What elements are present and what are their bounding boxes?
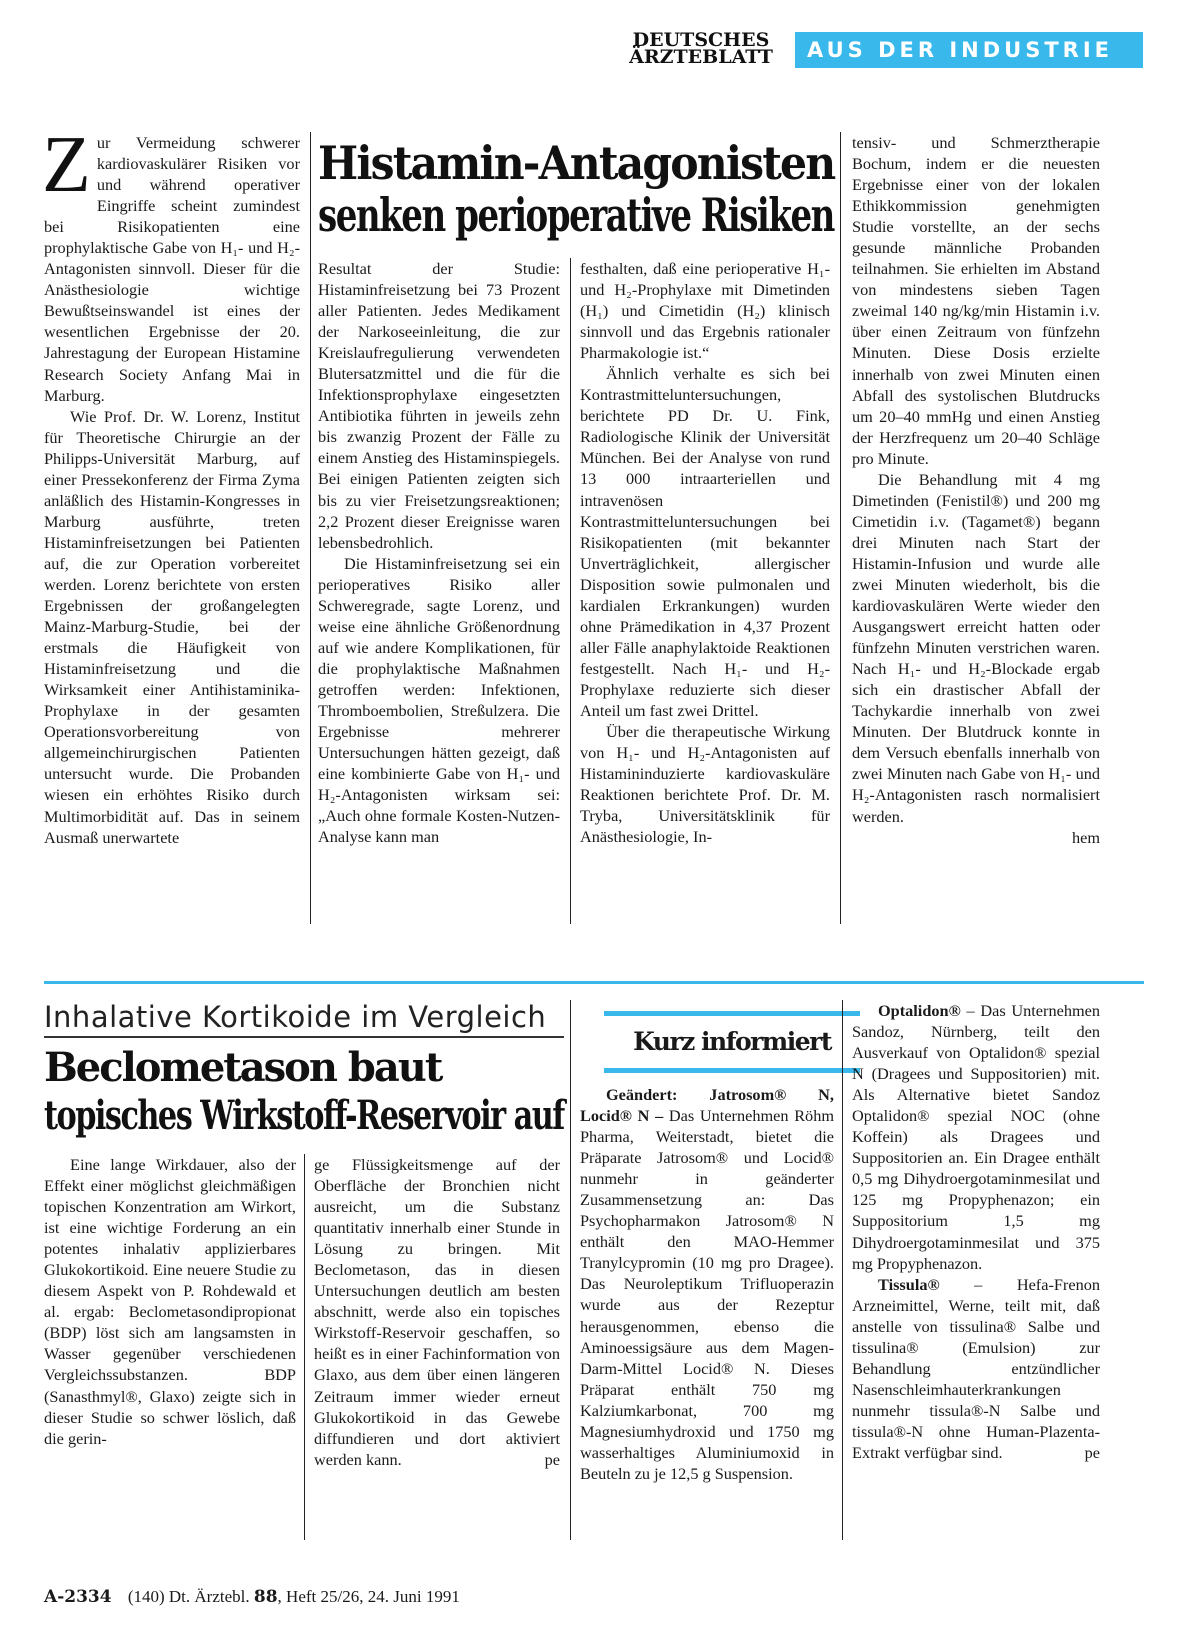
author-signature: pe bbox=[544, 1449, 560, 1469]
paragraph: ur Vermeidung schwerer kardiovaskulärer Risiken vor und während operativer Eingriffe scheint zumindest bei Risikopatienten eine prophylaktische Gabe von H₁- und H₂-Antagonisten sinnvoll. Dieser für die Anästhesiologie wichtige Bewußtseinswandel ist eines der wesentlichen Ergebnisse der 20. Jahrestagung der European Histamine Research Society Anfang Mai in Marburg. bbox=[44, 133, 300, 405]
footer-citation: (140) Dt. Ärztebl. bbox=[127, 1587, 250, 1606]
column-rule bbox=[840, 132, 841, 924]
kicker-underline bbox=[44, 1036, 564, 1038]
kurz-column-1 bbox=[580, 1084, 834, 1484]
item-text: Das Unternehmen Röhm Pharma, Weiterstadt, bietet die Präparate Jatrosom® und Locid® nunmehr in geänderter Zusammensetzung an: Das Psychopharmakon Jatrosom® N enthält den MAO-Hemmer Tranylcypromin (10 mg pro Dragee). Das Neuroleptikum Trifluoperazin wurde aus der Rezeptur herausgenommen, ebenso die Aminoessigsäure aus dem Magen-Darm-Mittel Locid® N. Dieses Präparat enthält 750 mg Kalziumkarbonat, 700 mg Magnesiumhydroxid und 1750 mg wasserhaltiges Aluminiumoxid in Beuteln zu je 12,5 g Suspension. bbox=[580, 1106, 834, 1483]
headline-line2: senken perioperative Risiken bbox=[318, 188, 834, 242]
column-rule bbox=[842, 1000, 843, 1540]
paragraph: festhalten, daß eine perioperative H₁- und H₂-Prophylaxe mit Dimetinden (H₁) und Cimetidin (H₂) klinisch sinnvoll und das Ergebnis rationaler Pharmakologie ist.“ bbox=[580, 259, 830, 363]
footer-volume: 88 bbox=[253, 1587, 278, 1607]
paragraph: Wie Prof. Dr. W. Lorenz, Institut für Theoretische Chirurgie an der Philipps-Universität Marburg, auf einer Pressekonferenz der Firma Zyma anläßlich des Histamin-Kongresses in Marburg ausführte, treten Histaminfreisetzungen bei Patienten auf, die zur Operation vorbereitet werden. Lorenz berichtete von ersten Ergebnissen der großangelegten Mainz-Marburg-Studie, bei der erstmals die Häufigkeit von Histaminfreisetzung und die Wirksamkeit einer Antihistaminika-Prophylaxe in der gesamten Operationsvorbereitung von allgemeinchirurgischen Patienten untersucht wurde. Die Probanden wiesen ein erhöhtes Risiko durch Multimorbidität auf. Das in seinem Ausmaß unerwartete bbox=[44, 406, 300, 847]
article1-column-4 bbox=[852, 132, 1100, 848]
article2-headline-line2: topisches Wirkstoff-Reservoir auf bbox=[44, 1092, 564, 1139]
article2-column-1 bbox=[44, 1154, 296, 1449]
paragraph: Eine lange Wirkdauer, also der Effekt einer möglichst gleichmäßigen topischen Konzentration am Wirkort, ist eine wichtige Forderung an ein potentes inhalativ applizierbares Glukokortikoid. Eine neuere Studie zu diesem Aspekt von P. Rohdewald et al. ergab: Beclometasondipropionat (BDP) löst sich am langsamsten in Wasser gegenüber verschiedenen Vergleichssubstanzen. BDP (Sanasthmyl®, Glaxo) zeigte sich in dieser Studie so schwer löslich, daß die gerin- bbox=[44, 1155, 296, 1448]
author-signature: hem bbox=[1071, 827, 1100, 847]
section-banner: AUS DER INDUSTRIE bbox=[795, 32, 1143, 68]
column-rule bbox=[304, 1154, 305, 1540]
article1-column-3 bbox=[580, 258, 830, 847]
paragraph: Resultat der Studie: Histaminfreisetzung bei 73 Prozent aller Patienten. Jedes Medikament der Narkoseeinleitung, die zur Kreislaufregulierung verwendeten Blutersatzmittel und die für die Infektionsprophylaxe eingesetzten Antibiotika führten in jeweils zehn bis zwanzig Prozent der Fälle zu einem Anstieg des Histaminspiegels. Bei einigen Patienten zeigten sich bis zu vier Freisetzungsreaktionen; 2,2 Prozent dieser Ereignisse waren lebensbedrohlich. bbox=[318, 259, 560, 552]
item-text: – Hefa-Frenon Arzneimittel, Werne, teilt mit, daß anstelle von tissulina® Salbe und tissulina® (Emulsion) zur Behandlung entzündlicher Nasenschleimhauterkrankungen nunmehr tissula®-N Salbe und tissula®-N ohne Human-Plazenta-Extrakt verfügbar sind. bbox=[852, 1274, 1100, 1462]
drop-cap: Z bbox=[42, 121, 91, 209]
column-rule bbox=[570, 258, 571, 924]
paragraph: ge Flüssigkeitsmenge auf der Oberfläche der Bronchien nicht ausreicht, um die Substanz quantitativ innerhalb einer Stunde in Lösung zu bringen. Mit Beclometason, das in diesen Untersuchungen deutlich am besten abschnitt, werde also ein topisches Wirkstoff-Reservoir geschaffen, so heißt es in einer Fachinformation von Glaxo, aus dem über einen längeren Zeitraum immer wieder erneut Glukokortikoid in das Gewebe diffundieren und dort aktiviert werden kann. bbox=[314, 1155, 560, 1469]
paragraph: tensiv- und Schmerztherapie Bochum, indem er die neuesten Ergebnisse einer von der lokalen Ethikkommission genehmigten Studie vorstellte, an der sechs gesunde männliche Probanden teilnahmen. Sie erhielten im Abstand von mindestens sieben Tagen zweimal 140 ng/kg/min Histamin i.v. über einen Zeitraum von fünfzehn Minuten. Diese Dosis erzielte innerhalb von zwei Minuten einen Abfall des systolischen Blutdrucks um 20–40 mmHg und einen Anstieg der Herzfrequenz um 20–40 Schläge pro Minute. bbox=[852, 133, 1100, 468]
page-footer bbox=[44, 1587, 460, 1607]
item-lead: Optalidon® bbox=[878, 1001, 961, 1020]
masthead-line2: ÄRZTEBLATT bbox=[629, 46, 773, 68]
paragraph: Die Histaminfreisetzung sei ein perioperatives Risiko aller Schweregrade, sagte Lorenz, und weise eine ähnliche Größenordnung auf wie andere Komplikationen, für die prophylaktische Maßnahmen getroffen werden: Infektionen, Thromboembolien, Streßulzera. Die Ergebnisse mehrerer Untersuchungen hätten gezeigt, daß eine kombinierte Gabe von H₁- und H₂-Antagonisten wirksam sei: „Auch ohne formale Kosten-Nutzen-Analyse kann man bbox=[318, 553, 560, 847]
masthead-line1: DEUTSCHES bbox=[632, 29, 770, 51]
item-lead: Tissula® bbox=[878, 1274, 940, 1294]
column-rule bbox=[310, 132, 311, 924]
item-lead: Geändert: Jatrosom® N, Locid® N – bbox=[580, 1085, 834, 1126]
article2-column-2 bbox=[314, 1154, 560, 1470]
item-text: – Das Unternehmen Sandoz, Nürnberg, teilt den Ausverkauf von Optalidon® spezial N (Dragees und Suppositorien) mit. Als Alternative bietet Sandoz Optalidon® spezial NOC (ohne Koffein) als Dragees und Suppositorien an. Ein Dragee enthält 0,5 mg Dihydroergotaminmesilat und 125 mg Propyphenazon; ein Suppositorium 1,5 mg Dihydroergotaminmesilat und 375 mg Propyphenazon. bbox=[852, 1001, 1100, 1273]
paragraph: Die Behandlung mit 4 mg Dimetinden (Fenistil®) und 200 mg Cimetidin i.v. (Tagamet®) begann drei Minuten nach Start der Histamin-Infusion und wurde alle zwei Minuten wiederholt, bis die kardiovaskulären Werte wieder den Ausgangswert erreicht hatten oder fünfzehn Minuten verstrichen waren. Nach H₁- und H₂-Blockade ergab sich ein drastischer Abfall der Tachykardie innerhalb von zwei Minuten. Der Blutdruck konnte in dem Versuch ebenfalls innerhalb von zwei Minuten nach Gabe von H₁- und H₂-Antagonisten rasch normalisiert werden. bbox=[852, 469, 1100, 826]
article1-column-1 bbox=[42, 121, 300, 848]
page-number: A-2334 bbox=[44, 1587, 112, 1607]
article1-column-2 bbox=[318, 258, 560, 847]
paragraph: Über die therapeutische Wirkung von H₁- und H₂-Antagonisten auf Histamininduzierte kardiovaskuläre Reaktionen berichtete Prof. Dr. M. Tryba, Universitätsklinik für Anästhesiologie, In- bbox=[580, 722, 830, 847]
kurz-informiert-title: Kurz informiert bbox=[633, 1027, 831, 1056]
kurz-column-2 bbox=[852, 1000, 1100, 1463]
column-rule bbox=[570, 1000, 571, 1540]
author-signature: pe bbox=[1084, 1443, 1100, 1463]
footer-issue: , Heft 25/26, 24. Juni 1991 bbox=[277, 1587, 460, 1606]
article2-kicker: Inhalative Kortikoide im Vergleich bbox=[44, 1000, 547, 1034]
paragraph: Ähnlich verhalte es sich bei Kontrastmitteluntersuchungen, berichtete PD Dr. U. Fink, Radiologische Klinik der Universität München. Bei der Analyse von rund 13 000 intraarteriellen und intravenösen Kontrastmitteluntersuchungen bei Risikopatienten (mit bekannter Unverträglichkeit, allergischer Disposition sowie pulmonalen und kardialen Erkrankungen) wurden ohne Prämedikation in 4,37 Prozent aller Fälle anaphylaktoide Reaktionen festgestellt. Nach H₁- und H₂-Prophylaxe reduzierte sich dieser Anteil um fast zwei Drittel. bbox=[580, 364, 830, 720]
kurz-informiert-box bbox=[604, 1011, 860, 1073]
article2-headline-line1: Beclometason baut bbox=[44, 1044, 442, 1091]
section-divider bbox=[44, 981, 1144, 984]
headline-line1: Histamin-Antagonisten bbox=[318, 136, 835, 190]
masthead-logo bbox=[611, 29, 791, 68]
